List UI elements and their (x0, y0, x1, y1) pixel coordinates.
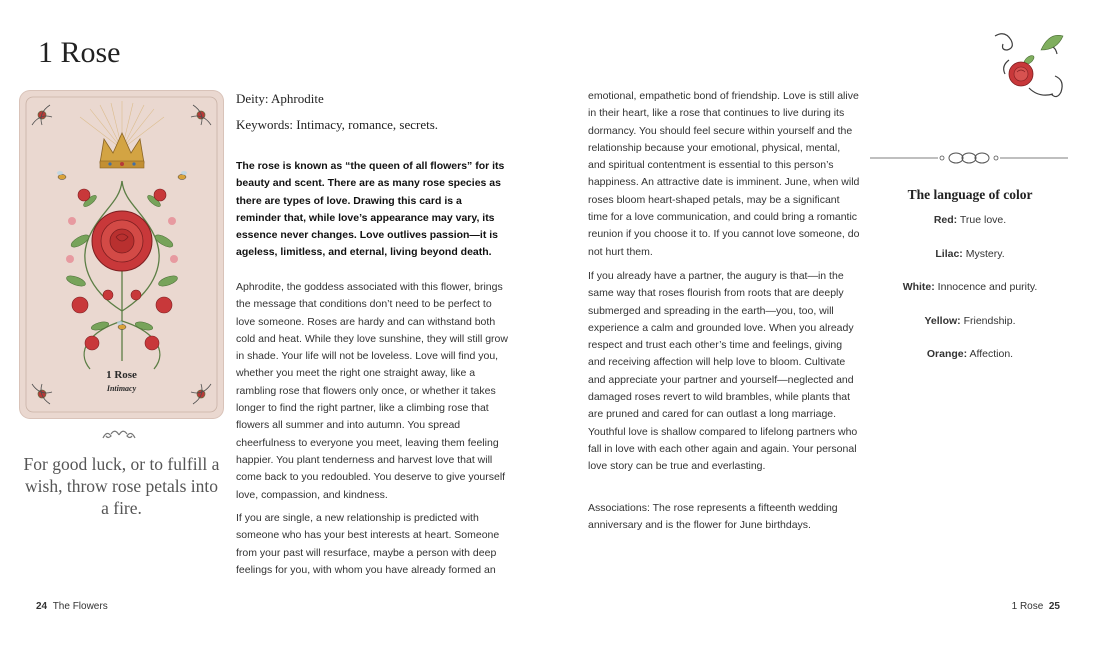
color-name: White: (902, 281, 935, 293)
knot-divider-icon (870, 150, 1068, 166)
color-meaning: Mystery. (962, 248, 1005, 260)
rose-card-illustration (20, 91, 223, 418)
color-language-title: The language of color (907, 187, 1033, 202)
color-name: Red: (933, 214, 958, 226)
color-item-orange (872, 348, 1068, 360)
swirl-ornament-icon (101, 426, 137, 444)
pull-quote: For good luck, or to fulfill a wish, throw rose petals into a fire. (23, 454, 220, 518)
rose-ornament-icon (985, 26, 1070, 112)
section-name-right: 1 Rose (1011, 601, 1044, 612)
page-number-right: 25 (1048, 601, 1060, 612)
color-item-white (872, 281, 1068, 293)
associations-label: Associations: (588, 502, 650, 514)
page-title: 1 Rose (38, 36, 121, 69)
color-meaning: Innocence and purity. (934, 281, 1038, 293)
keywords-line: Keywords: Intimacy, romance, secrets. (236, 117, 439, 132)
body-paragraph-1: Aphrodite, the goddess associated with this flower, brings the message that conditions don’t need to be perfect to love someone. Roses are hardy and can withstand both cold and heat. While they love sunshine, they will still grow in shade. Your life will not be loveless. Love will find you, whether you meet the right one straight away, like a rambling rose that flowers only once, or whether it takes longer to find the right partner, like a climbing rose that flowers all summer and into autumn. You spread cheerfulness to everyone you meet, leaving them feeling happier. You plant tenderness and harvest love that will come back to you redoubled. You deserve to give yourself love, compassion, and kindness. (236, 281, 508, 501)
associations-paragraph (588, 500, 860, 535)
color-name: Lilac: (935, 248, 963, 260)
color-name: Orange: (926, 348, 968, 360)
lead-paragraph: The rose is known as “the queen of all flowers” for its beauty and scent. There are as many rose species as there are types of love. Drawing this card is a reminder that, while love’s appearance may vary, its essence never changes. Love outlives passion—it is ageless, limitless, and eternal, living beyond death. (236, 160, 505, 259)
folio-right (1012, 601, 1060, 612)
page-number-left: 24 (36, 601, 48, 612)
color-meaning: Friendship. (960, 315, 1016, 327)
folio-left (36, 601, 108, 612)
color-item-lilac (872, 248, 1068, 260)
deity-line: Deity: Aphrodite (236, 91, 324, 106)
color-meaning: True love. (957, 214, 1007, 226)
associations-text: The rose represents a fifteenth wedding anniversary and is the flower for June birthdays. (588, 502, 838, 532)
color-item-red (872, 214, 1068, 226)
color-name: Yellow: (924, 315, 961, 327)
color-meaning: Affection. (967, 348, 1014, 360)
card-subtitle: Intimacy (106, 384, 137, 393)
card-title: 1 Rose (106, 369, 137, 381)
body-paragraph-2: If you are single, a new relationship is predicted with someone who has your best interests at heart. Someone from your past will resurface, maybe a person with deep feelings for you, with whom you have already formed an (236, 512, 500, 576)
section-name-left: The Flowers (52, 601, 108, 612)
body-paragraph-4: If you already have a partner, the augury is that—in the same way that roses flourish from roots that are deeply submerged and spreading in the earth—you, too, will experience a calm and grounded love. When you already respect and trust each other’s time and feelings, giving and receiving affection will help love to bloom. Cultivate and appreciate your partner and yourself—neglected and damaged roses revert to wild brambles, while plants that are pruned and cared for can outlast a long marriage. Youthful love is shallow compared to lifelong partners who fall in love with each other again and again. Your personal love story can be true and everlasting. (588, 270, 858, 473)
color-item-yellow (872, 315, 1068, 327)
body-paragraph-3: emotional, empathetic bond of friendship. Love is still alive in their heart, like a rose that continues to live during its dormancy. You should feel secure within yourself and the relationship because your emotional, physical, mental, and spiritual contentment is essential to this person’s happiness. An attractive date is imminent. June, when wild roses bloom heart-shaped petals, may be a significant time for a love communication, and could bring a romantic reunion if you choose it to. If you cannot love someone, do not hurt them. (588, 90, 860, 258)
